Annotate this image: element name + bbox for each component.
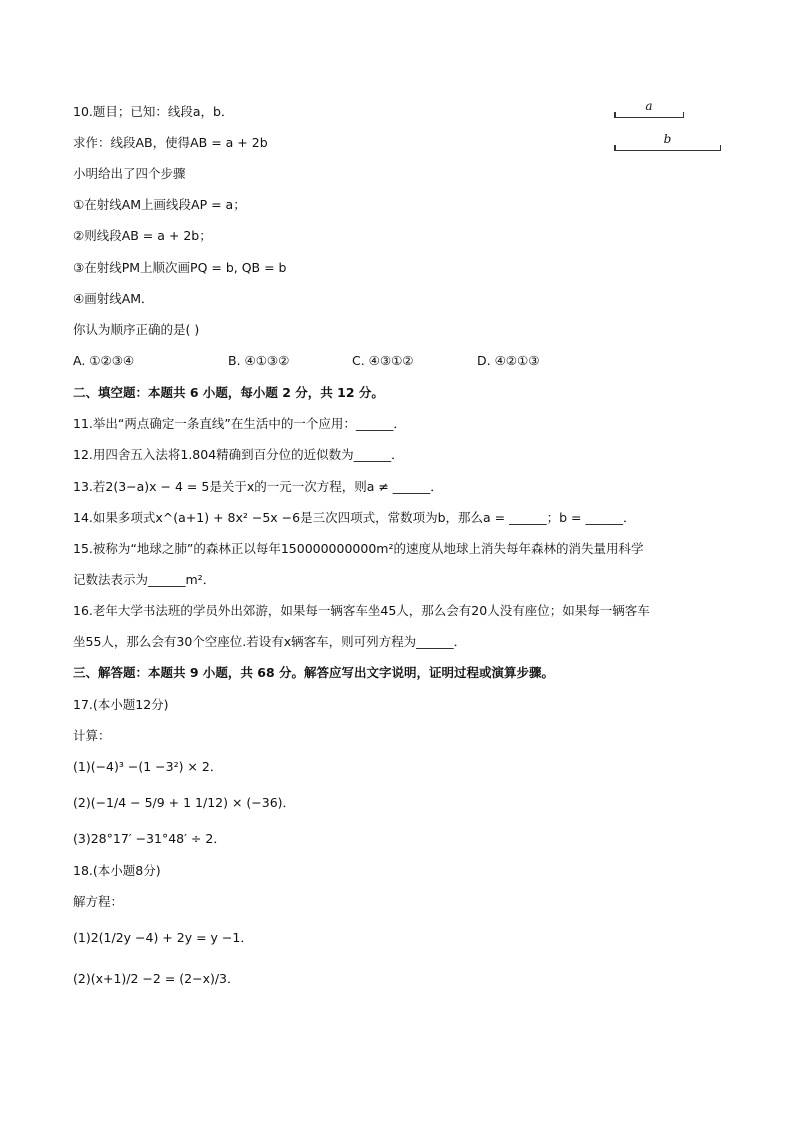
segment-a [614,100,684,118]
segment-a-label: a [645,99,653,113]
segment-b-label: b [663,132,672,146]
q17-header: 17.(本小题12分) [73,697,169,712]
q17-item-1: (1)(−4)³ −(1 −3²) × 2． [73,759,223,774]
q17-instruction: 计算： [73,728,111,743]
q10-intro: 小明给出了四个步骤 [73,166,186,181]
q17-item-3: (3)28°17′ −31°48′ ÷ 2． [73,831,226,846]
segment-a-line [614,117,684,118]
q10-step-3: ③在射线PM上顺次画PQ = b, QB = b [73,260,287,275]
segment-b [614,133,721,151]
segment-b-tick-right [720,145,722,151]
q15-line-1: 15.被称为“地球之肺”的森林正以每年150000000000m²的速度从地球上消失每年森林的消失量用科学 [73,541,644,556]
q10-step-2: ②则线段AB = a + 2b； [73,228,212,243]
segment-b-line [614,150,721,151]
q16-line-1: 16.老年大学书法班的学员外出郊游，如果每一辆客车坐45人，那么会有20人没有座位；如果每一辆客车 [73,603,650,618]
section-2-heading: 二、填空题：本题共 6 小题，每小题 2 分，共 12 分。 [73,385,384,400]
q16-line-2: 坐55人，那么会有30个空座位.若设有x辆客车，则可列方程为______． [73,634,467,649]
q10-option-d: D. ④②①③ [477,353,540,368]
q10-step-1: ①在射线AM上画线段AP = a； [73,197,246,212]
q10-step-4: ④画射线AM． [73,291,154,306]
q10-question: 你认为顺序正确的是( ) [73,322,200,337]
q18-item-1: (1)2(1/2y −4) + 2y = y −1． [73,930,253,945]
q10-construct: 求作：线段AB，使得AB = a + 2b [73,135,268,150]
segment-b-tick-left [614,145,616,151]
q15-line-2: 记数法表示为______m²． [73,572,216,587]
q18-instruction: 解方程： [73,894,124,909]
q17-item-2: (2)(−1/4 − 5/9 + 1 1/12) × (−36)． [73,795,296,810]
q18-header: 18.(本小题8分) [73,863,161,878]
q13: 13.若2(3−a)x − 4 = 5是关于x的一元一次方程，则a ≠ ______． [73,479,443,494]
q18-item-2: (2)(x+1)/2 −2 = (2−x)/3． [73,971,240,986]
q10-title: 10.题目；已知：线段a，b． [73,104,234,119]
q10-option-a: A. ①②③④ [73,353,135,368]
q10-option-b: B. ④①③② [228,353,290,368]
q10-option-c: C. ④③①② [352,353,414,368]
segment-a-tick-left [614,112,616,118]
q14: 14.如果多项式x^(a+1) + 8x² −5x −6是三次四项式，常数项为b，那么a = ______；b = ______． [73,510,636,525]
q12: 12.用四舍五入法将1.804精确到百分位的近似数为______． [73,447,404,462]
segment-a-tick-right [683,112,685,118]
q11: 11.举出“两点确定一条直线”在生活中的一个应用：______． [73,416,406,431]
section-3-heading: 三、解答题：本题共 9 小题，共 68 分。解答应写出文字说明，证明过程或演算步骤。 [73,665,555,680]
